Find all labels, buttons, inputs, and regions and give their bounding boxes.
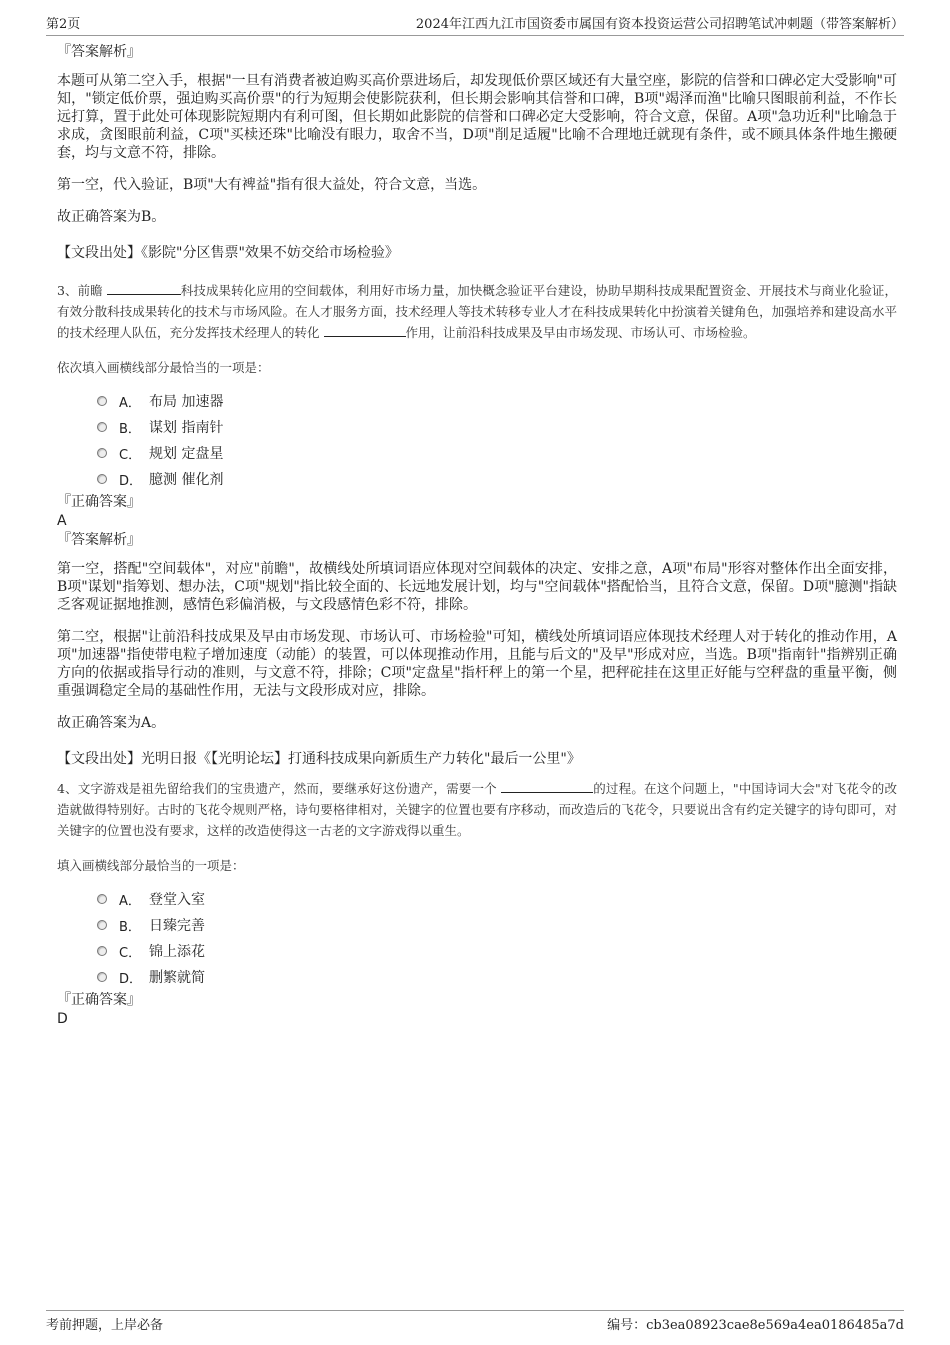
q3-blank-2 <box>324 323 406 337</box>
q3-correct-answer: A <box>57 513 67 529</box>
document-title: 2024年江西九江市国资委市属国有资本投资运营公司招聘笔试冲刺题（带答案解析） <box>415 17 904 32</box>
q3-option-c[interactable] <box>57 440 897 466</box>
option-letter: A． <box>119 893 141 909</box>
option-letter: B． <box>119 919 141 935</box>
q3-stem <box>57 280 897 343</box>
option-letter: A． <box>119 395 141 411</box>
option-text: 布局 加速器 <box>149 394 224 410</box>
q4-option-c[interactable] <box>57 938 897 964</box>
q2-analysis-paragraph-1: 本题可从第二空入手，根据"一旦有消费者被迫购买高价票进场后，却发现低价票区域还有大量空座，影院的信誉和口碑必定大受影响"可知，"锁定低价票，强迫购买高价票"的行为短期会使影院获利，但长期会影响其信誉和口碑，B项"竭泽而渔"比喻只图眼前利益，不作长远打算，置于此处可体现影院短期内有利可图，但长期如此影院的信誉和口碑必定大受影响，符合文意，保留。A项"急功近利"比喻急于求成，贪图眼前利益，C项"买椟还珠"比喻没有眼力，取舍不当，D项"削足适履"比喻不合理地迁就现有条件，或不顾具体条件地生搬硬套，均与文意不符，排除。 <box>57 73 897 161</box>
page-header <box>46 10 904 36</box>
q2-source: 【文段出处】《影院"分区售票"效果不妨交给市场检验》 <box>57 245 399 261</box>
q3-source: 【文段出处】光明日报《【光明论坛】打通科技成果向新质生产力转化"最后一公里"》 <box>57 751 581 767</box>
option-text: 锦上添花 <box>149 944 205 960</box>
q3-options <box>57 388 897 492</box>
q4-blank <box>501 779 593 793</box>
radio-icon[interactable] <box>97 448 107 458</box>
q3-instruction: 依次填入画横线部分最恰当的一项是： <box>57 360 270 375</box>
option-text: 臆测 催化剂 <box>149 472 224 488</box>
q4-correct-answer: D <box>57 1011 68 1027</box>
q3-analysis-heading: 『答案解析』 <box>57 532 141 548</box>
radio-icon[interactable] <box>97 946 107 956</box>
q4-correct-heading: 『正确答案』 <box>57 992 141 1008</box>
radio-icon[interactable] <box>97 972 107 982</box>
q2-analysis-paragraph-2: 第一空，代入验证，B项"大有裨益"指有很大益处，符合文意，当选。 <box>57 177 487 193</box>
q3-analysis-paragraph-1: 第一空，搭配"空间载体"，对应"前瞻"，故横线处所填词语应体现对空间载体的决定、安排之意，A项"布局"形容对整体作出全面安排，B项"谋划"指筹划、想办法，C项"规划"指比较全面的、长远地发展计划，均与"空间载体"搭配恰当，且符合文意，保留。D项"臆测"指缺乏客观证据地推测，感情色彩偏消极，与文段感情色彩不符，排除。 <box>57 561 897 613</box>
q4-instruction: 填入画横线部分最恰当的一项是： <box>57 858 245 873</box>
q3-option-a[interactable] <box>57 388 897 414</box>
option-text: 删繁就简 <box>149 970 205 986</box>
q4-option-b[interactable] <box>57 912 897 938</box>
radio-icon[interactable] <box>97 422 107 432</box>
q3-option-b[interactable] <box>57 414 897 440</box>
q3-correct-heading: 『正确答案』 <box>57 494 141 510</box>
q3-stem-part-3: 作用，让前沿科技成果及早由市场发现、市场认可、市场检验。 <box>405 325 756 340</box>
option-letter: B． <box>119 421 141 437</box>
q3-analysis-paragraph-3: 故正确答案为A。 <box>57 715 166 731</box>
q3-stem-part-1: 3、前瞻 <box>57 283 103 298</box>
page-footer <box>46 1310 904 1335</box>
q4-stem <box>57 778 897 841</box>
footer-slogan: 考前押题，上岸必备 <box>46 1317 164 1333</box>
document-id: 编号：cb3ea08923cae8e569a4ea0186485a7d <box>607 1317 904 1333</box>
q2-analysis-paragraph-3: 故正确答案为B。 <box>57 209 166 225</box>
option-letter: C． <box>119 945 142 961</box>
q3-option-d[interactable] <box>57 466 897 492</box>
radio-icon[interactable] <box>97 396 107 406</box>
q3-stem-part-2: 科技成果转化应用的空间载体，利用好市场力量，加快概念验证平台建设，协助早期科技成果配置资金、开展技术与商业化验证，有效分散科技成果转化的技术与市场风险。在人才服务方面，技术经理人等技术转移专业人才在科技成果转化中扮演着关键角色，加强培养和建设高水平的技术经理人队伍，充分发挥技术经理人的转化 <box>57 283 897 340</box>
option-letter: D． <box>119 971 143 987</box>
q4-option-d[interactable] <box>57 964 897 990</box>
q4-stem-part-1: 4、文字游戏是祖先留给我们的宝贵遗产，然而，要继承好这份遗产，需要一个 <box>57 781 497 796</box>
q4-stem-part-2: 的过程。在这个问题上，"中国诗词大会"对飞花令的改造就做得特别好。古时的飞花令规则严格，诗句要格律相对，关键字的位置也要有序移动，而改造后的飞花令，只要说出含有约定关键字的诗句即可，对关键字的位置也没有要求，这样的改造使得这一古老的文字游戏得以重生。 <box>57 781 897 838</box>
q4-option-a[interactable] <box>57 886 897 912</box>
option-letter: D． <box>119 473 143 489</box>
radio-icon[interactable] <box>97 894 107 904</box>
option-letter: C． <box>119 447 142 463</box>
q3-analysis-paragraph-2: 第二空，根据"让前沿科技成果及早由市场发现、市场认可、市场检验"可知，横线处所填词语应体现技术经理人对于转化的推动作用，A项"加速器"指使带电粒子增加速度（动能）的装置，可以体现推动作用，且能与后文的"及早"形成对应，当选。B项"指南针"指辨别正确方向的依据或指导行动的准则，与文意不符，排除；C项"定盘星"指杆秤上的第一个星，把秤砣挂在这里正好能与空秤盘的重量平衡，侧重强调稳定全局的基础性作用，无法与文段形成对应，排除。 <box>57 629 897 699</box>
q4-options <box>57 886 897 990</box>
radio-icon[interactable] <box>97 920 107 930</box>
option-text: 登堂入室 <box>149 892 205 908</box>
option-text: 日臻完善 <box>149 918 205 934</box>
page-content <box>57 42 897 1028</box>
q2-analysis-heading: 『答案解析』 <box>57 44 141 60</box>
page-number: 第2页 <box>46 17 81 32</box>
radio-icon[interactable] <box>97 474 107 484</box>
q3-blank-1 <box>107 281 181 295</box>
option-text: 规划 定盘星 <box>149 446 224 462</box>
option-text: 谋划 指南针 <box>149 420 224 436</box>
